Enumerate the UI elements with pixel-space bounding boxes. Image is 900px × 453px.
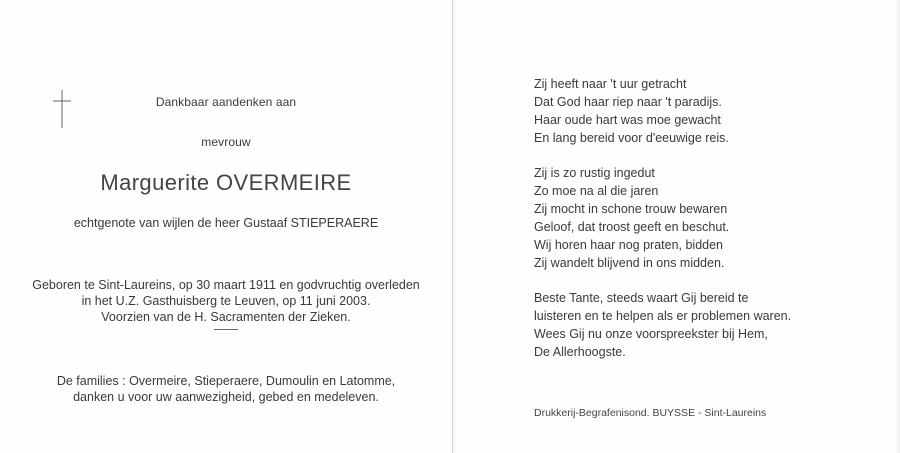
bio-line: in het U.Z. Gasthuisberg te Leuven, op 11 juni 2003. [81, 294, 371, 308]
poem-line: Dat God haar riep naar 't paradijs. [534, 95, 722, 109]
poem-line: Geloof, dat troost geeft en beschut. [534, 220, 730, 234]
deceased-name: Marguerite OVERMEIRE [100, 170, 352, 195]
poem-line: Haar oude hart was moe gewacht [534, 113, 721, 127]
poem-line: De Allerhoogste. [534, 345, 626, 359]
poem-line: Wij horen haar nog praten, bidden [534, 238, 724, 252]
bio-line: Voorzien van de H. Sacramenten der Zieken. [101, 310, 351, 324]
right-panel [453, 0, 900, 453]
spouse-text: echtgenote van wijlen de heer Gustaaf STIEPERAERE [73, 216, 379, 230]
poem-line: luisteren en te helpen als er problemen waren. [534, 309, 792, 323]
poem-line: En lang bereid voor d'eeuwige reis. [534, 131, 729, 145]
families-line: De families : Overmeire, Stieperaere, Dumoulin en Latomme, [56, 374, 396, 388]
printer-credit: Drukkerij-Begrafenisond. BUYSSE - Sint-Laureins [534, 407, 767, 419]
intro-text: Dankbaar aandenken aan [155, 95, 297, 109]
poem-line: Zo moe na al die jaren [534, 184, 659, 198]
poem-line: Zij heeft naar 't uur getracht [534, 77, 687, 91]
families-line: danken u voor uw aanwezigheid, gebed en medeleven. [73, 390, 379, 404]
divider [214, 329, 238, 330]
poem-line: Beste Tante, steeds waart Gij bereid te [534, 291, 749, 305]
poem-line: Zij is zo rustig ingedut [534, 166, 655, 180]
bio-line: Geboren te Sint-Laureins, op 30 maart 1911 en godvruchtig overleden [32, 278, 420, 292]
title-text: mevrouw [201, 135, 251, 149]
poem-line: Zij wandelt blijvend in ons midden. [534, 256, 725, 270]
poem-stanza [534, 75, 791, 147]
poem-line: Zij mocht in schone trouw bewaren [534, 202, 728, 216]
poem-stanza [534, 289, 791, 361]
poem-stanza [534, 164, 791, 272]
poem-line: Wees Gij nu onze voorspreekster bij Hem, [534, 327, 768, 341]
poem [534, 75, 791, 378]
